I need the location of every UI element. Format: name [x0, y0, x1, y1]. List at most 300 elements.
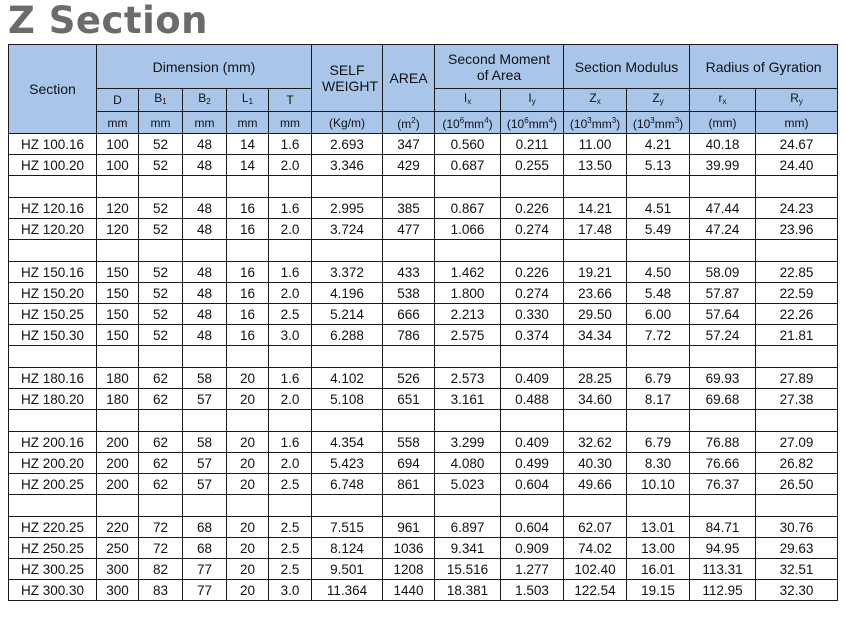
table-row [9, 580, 838, 601]
cell-B2: 48 [183, 325, 227, 346]
cell-empty [627, 495, 690, 517]
cell-B2: 48 [183, 262, 227, 283]
cell-empty [690, 240, 756, 262]
cell-Zx: 28.25 [564, 368, 627, 389]
cell-Ry: 24.23 [756, 198, 838, 219]
cell-Ix: 15.516 [435, 559, 501, 580]
cell-self-weight: 7.515 [312, 517, 383, 538]
unit-B2: mm [183, 112, 227, 134]
cell-empty [139, 176, 183, 198]
cell-Zx: 40.30 [564, 453, 627, 474]
z-section-table-container [8, 44, 837, 601]
cell-self-weight: 2.995 [312, 198, 383, 219]
cell-empty [9, 240, 97, 262]
cell-Ix: 2.573 [435, 368, 501, 389]
sym-Zy: $Z_y$ [627, 89, 690, 112]
cell-L1: 16 [227, 325, 269, 346]
cell-Iy: 0.409 [501, 432, 564, 453]
cell-Ix: 9.341 [435, 538, 501, 559]
table-row-spacer [9, 176, 838, 198]
cell-empty [435, 410, 501, 432]
cell-Zx: 14.21 [564, 198, 627, 219]
unit-self-weight: (Kg/m) [312, 112, 383, 134]
cell-Ix: 2.213 [435, 304, 501, 325]
cell-empty [97, 240, 139, 262]
cell-empty [227, 495, 269, 517]
cell-L1: 20 [227, 517, 269, 538]
cell-Iy: 0.330 [501, 304, 564, 325]
cell-empty [269, 240, 312, 262]
cell-section: HZ 250.25 [9, 538, 97, 559]
table-row-spacer [9, 346, 838, 368]
cell-Ry: 29.63 [756, 538, 838, 559]
cell-Zy: 13.00 [627, 538, 690, 559]
cell-empty [139, 346, 183, 368]
cell-rx: 40.18 [690, 134, 756, 155]
sym-B1: $B_1$ [139, 89, 183, 112]
cell-B1: 72 [139, 517, 183, 538]
header-section: Section [9, 45, 97, 134]
table-row [9, 474, 838, 495]
cell-T: 2.0 [269, 219, 312, 240]
cell-D: 250 [97, 538, 139, 559]
cell-empty [269, 410, 312, 432]
cell-empty [564, 346, 627, 368]
cell-L1: 16 [227, 283, 269, 304]
table-row [9, 389, 838, 410]
cell-Zx: 74.02 [564, 538, 627, 559]
cell-D: 300 [97, 559, 139, 580]
cell-Iy: 0.274 [501, 219, 564, 240]
cell-Zy: 5.49 [627, 219, 690, 240]
cell-empty [312, 346, 383, 368]
cell-Iy: 1.277 [501, 559, 564, 580]
sym-Ry: $R_y$ [756, 89, 838, 112]
cell-rx: 76.37 [690, 474, 756, 495]
sym-D: D [97, 89, 139, 112]
cell-rx: 47.24 [690, 219, 756, 240]
cell-empty [183, 495, 227, 517]
cell-D: 200 [97, 474, 139, 495]
cell-B2: 48 [183, 304, 227, 325]
cell-area: 694 [383, 453, 435, 474]
cell-B1: 52 [139, 283, 183, 304]
cell-Zy: 10.10 [627, 474, 690, 495]
cell-T: 2.5 [269, 538, 312, 559]
cell-section: HZ 200.25 [9, 474, 97, 495]
table-row [9, 453, 838, 474]
cell-D: 200 [97, 453, 139, 474]
cell-area: 1208 [383, 559, 435, 580]
cell-T: 2.5 [269, 517, 312, 538]
cell-rx: 58.09 [690, 262, 756, 283]
cell-rx: 113.31 [690, 559, 756, 580]
cell-section: HZ 150.16 [9, 262, 97, 283]
cell-Ry: 27.38 [756, 389, 838, 410]
cell-empty [269, 495, 312, 517]
page-title: Z Section [8, 0, 209, 42]
z-section-table [8, 44, 838, 601]
cell-self-weight: 8.124 [312, 538, 383, 559]
cell-rx: 57.64 [690, 304, 756, 325]
cell-section: HZ 200.16 [9, 432, 97, 453]
cell-D: 150 [97, 304, 139, 325]
cell-empty [312, 176, 383, 198]
cell-area: 666 [383, 304, 435, 325]
cell-Iy: 0.604 [501, 517, 564, 538]
cell-L1: 16 [227, 219, 269, 240]
unit-rx: (mm) [690, 112, 756, 134]
cell-B2: 68 [183, 538, 227, 559]
cell-area: 526 [383, 368, 435, 389]
cell-Zy: 13.01 [627, 517, 690, 538]
header-radius-gyration: Radius of Gyration [690, 45, 838, 89]
cell-section: HZ 120.20 [9, 219, 97, 240]
cell-self-weight: 11.364 [312, 580, 383, 601]
cell-empty [627, 240, 690, 262]
cell-self-weight: 5.423 [312, 453, 383, 474]
cell-Ix: 5.023 [435, 474, 501, 495]
cell-D: 200 [97, 432, 139, 453]
cell-empty [564, 410, 627, 432]
table-row [9, 368, 838, 389]
cell-area: 477 [383, 219, 435, 240]
cell-D: 150 [97, 325, 139, 346]
cell-section: HZ 300.25 [9, 559, 97, 580]
cell-empty [690, 410, 756, 432]
cell-self-weight: 9.501 [312, 559, 383, 580]
cell-L1: 14 [227, 155, 269, 176]
cell-empty [564, 176, 627, 198]
cell-empty [9, 176, 97, 198]
table-row [9, 432, 838, 453]
cell-L1: 20 [227, 432, 269, 453]
cell-Ry: 26.50 [756, 474, 838, 495]
cell-T: 3.0 [269, 325, 312, 346]
cell-empty [756, 346, 838, 368]
cell-Ry: 27.09 [756, 432, 838, 453]
cell-section: HZ 150.20 [9, 283, 97, 304]
table-body [9, 134, 838, 601]
cell-Zx: 102.40 [564, 559, 627, 580]
unit-area: $(m^2)$ [383, 112, 435, 134]
cell-empty [312, 410, 383, 432]
cell-Zx: 17.48 [564, 219, 627, 240]
cell-B1: 83 [139, 580, 183, 601]
cell-rx: 94.95 [690, 538, 756, 559]
cell-empty [756, 410, 838, 432]
unit-Zy: $(10^3mm^3)$ [627, 112, 690, 134]
cell-rx: 84.71 [690, 517, 756, 538]
cell-empty [383, 176, 435, 198]
cell-empty [183, 240, 227, 262]
table-row-spacer [9, 495, 838, 517]
cell-self-weight: 6.748 [312, 474, 383, 495]
cell-Zx: 34.60 [564, 389, 627, 410]
cell-B2: 48 [183, 283, 227, 304]
sym-Zx: $Z_x$ [564, 89, 627, 112]
cell-section: HZ 300.30 [9, 580, 97, 601]
cell-empty [435, 346, 501, 368]
cell-Iy: 0.211 [501, 134, 564, 155]
cell-Iy: 0.226 [501, 198, 564, 219]
cell-empty [383, 240, 435, 262]
cell-L1: 20 [227, 580, 269, 601]
cell-T: 2.5 [269, 304, 312, 325]
table-row [9, 517, 838, 538]
sym-Ix: $I_x$ [435, 89, 501, 112]
cell-Ry: 24.40 [756, 155, 838, 176]
cell-Ry: 24.67 [756, 134, 838, 155]
table-row [9, 198, 838, 219]
cell-D: 300 [97, 580, 139, 601]
cell-B2: 77 [183, 559, 227, 580]
cell-B1: 52 [139, 198, 183, 219]
cell-Ry: 21.81 [756, 325, 838, 346]
cell-empty [227, 176, 269, 198]
cell-L1: 20 [227, 368, 269, 389]
cell-empty [564, 240, 627, 262]
cell-B1: 52 [139, 325, 183, 346]
sym-T: T [269, 89, 312, 112]
cell-Ry: 32.51 [756, 559, 838, 580]
cell-section: HZ 150.30 [9, 325, 97, 346]
cell-Zx: 122.54 [564, 580, 627, 601]
header-self-weight: SELF WEIGHT [312, 45, 383, 112]
cell-D: 100 [97, 155, 139, 176]
cell-Zx: 32.62 [564, 432, 627, 453]
cell-T: 1.6 [269, 262, 312, 283]
cell-Ix: 18.381 [435, 580, 501, 601]
cell-D: 180 [97, 389, 139, 410]
cell-Zx: 34.34 [564, 325, 627, 346]
header-second-moment: Second Moment of Area [435, 45, 564, 89]
unit-Ry: mm) [756, 112, 838, 134]
cell-empty [139, 240, 183, 262]
cell-B2: 68 [183, 517, 227, 538]
cell-empty [501, 240, 564, 262]
cell-area: 1036 [383, 538, 435, 559]
cell-Zy: 19.15 [627, 580, 690, 601]
cell-self-weight: 4.354 [312, 432, 383, 453]
cell-B1: 62 [139, 474, 183, 495]
cell-B2: 58 [183, 368, 227, 389]
cell-self-weight: 6.288 [312, 325, 383, 346]
cell-area: 1440 [383, 580, 435, 601]
cell-empty [435, 176, 501, 198]
cell-D: 150 [97, 262, 139, 283]
cell-Ix: 4.080 [435, 453, 501, 474]
cell-D: 220 [97, 517, 139, 538]
header-dimension: Dimension (mm) [97, 45, 312, 89]
cell-B1: 52 [139, 219, 183, 240]
cell-T: 2.0 [269, 389, 312, 410]
cell-B2: 57 [183, 389, 227, 410]
cell-Ry: 22.85 [756, 262, 838, 283]
cell-section: HZ 180.20 [9, 389, 97, 410]
table-row [9, 538, 838, 559]
cell-rx: 112.95 [690, 580, 756, 601]
cell-rx: 39.99 [690, 155, 756, 176]
cell-B1: 62 [139, 389, 183, 410]
cell-B1: 62 [139, 368, 183, 389]
cell-area: 558 [383, 432, 435, 453]
table-row-spacer [9, 410, 838, 432]
cell-empty [183, 346, 227, 368]
header-section-modulus: Section Modulus [564, 45, 690, 89]
cell-Zy: 4.50 [627, 262, 690, 283]
table-row [9, 325, 838, 346]
cell-Iy: 0.374 [501, 325, 564, 346]
cell-empty [756, 240, 838, 262]
cell-area: 786 [383, 325, 435, 346]
cell-T: 2.0 [269, 155, 312, 176]
cell-area: 429 [383, 155, 435, 176]
cell-Ix: 2.575 [435, 325, 501, 346]
cell-Zx: 29.50 [564, 304, 627, 325]
cell-Iy: 0.274 [501, 283, 564, 304]
cell-area: 861 [383, 474, 435, 495]
cell-B1: 62 [139, 453, 183, 474]
cell-T: 2.5 [269, 474, 312, 495]
cell-Ry: 32.30 [756, 580, 838, 601]
cell-Zy: 8.30 [627, 453, 690, 474]
cell-Zy: 4.51 [627, 198, 690, 219]
cell-empty [435, 495, 501, 517]
cell-T: 1.6 [269, 368, 312, 389]
cell-empty [383, 495, 435, 517]
sym-Iy: $I_y$ [501, 89, 564, 112]
cell-Iy: 0.909 [501, 538, 564, 559]
cell-D: 180 [97, 368, 139, 389]
cell-empty [756, 495, 838, 517]
cell-Zy: 16.01 [627, 559, 690, 580]
table-row [9, 304, 838, 325]
cell-empty [690, 495, 756, 517]
cell-empty [501, 176, 564, 198]
sym-B2: $B_2$ [183, 89, 227, 112]
cell-area: 651 [383, 389, 435, 410]
cell-Ix: 0.867 [435, 198, 501, 219]
cell-Iy: 1.503 [501, 580, 564, 601]
cell-empty [501, 346, 564, 368]
cell-Zy: 6.00 [627, 304, 690, 325]
cell-rx: 57.24 [690, 325, 756, 346]
cell-Zy: 7.72 [627, 325, 690, 346]
cell-L1: 20 [227, 474, 269, 495]
cell-B1: 52 [139, 155, 183, 176]
cell-section: HZ 150.25 [9, 304, 97, 325]
cell-empty [9, 410, 97, 432]
cell-self-weight: 5.214 [312, 304, 383, 325]
table-row [9, 155, 838, 176]
cell-empty [9, 495, 97, 517]
cell-empty [97, 410, 139, 432]
table-row [9, 262, 838, 283]
cell-L1: 14 [227, 134, 269, 155]
cell-T: 3.0 [269, 580, 312, 601]
cell-section: HZ 100.20 [9, 155, 97, 176]
cell-empty [501, 410, 564, 432]
cell-Zx: 49.66 [564, 474, 627, 495]
cell-empty [383, 410, 435, 432]
cell-B2: 58 [183, 432, 227, 453]
cell-section: HZ 220.25 [9, 517, 97, 538]
cell-empty [269, 176, 312, 198]
cell-T: 2.5 [269, 559, 312, 580]
cell-Zx: 11.00 [564, 134, 627, 155]
cell-empty [627, 346, 690, 368]
cell-rx: 69.68 [690, 389, 756, 410]
cell-Ry: 30.76 [756, 517, 838, 538]
cell-rx: 76.88 [690, 432, 756, 453]
unit-T: mm [269, 112, 312, 134]
cell-Zx: 13.50 [564, 155, 627, 176]
cell-B1: 62 [139, 432, 183, 453]
cell-Ix: 1.462 [435, 262, 501, 283]
header-area: AREA [383, 45, 435, 112]
cell-empty [312, 495, 383, 517]
cell-Ry: 26.82 [756, 453, 838, 474]
cell-rx: 69.93 [690, 368, 756, 389]
cell-L1: 16 [227, 262, 269, 283]
unit-L1: mm [227, 112, 269, 134]
cell-area: 347 [383, 134, 435, 155]
table-row [9, 219, 838, 240]
cell-Zy: 4.21 [627, 134, 690, 155]
cell-self-weight: 5.108 [312, 389, 383, 410]
cell-T: 2.0 [269, 283, 312, 304]
cell-B2: 48 [183, 155, 227, 176]
cell-empty [227, 410, 269, 432]
sym-rx: $r_x$ [690, 89, 756, 112]
cell-B2: 57 [183, 453, 227, 474]
cell-Ry: 22.26 [756, 304, 838, 325]
cell-self-weight: 4.196 [312, 283, 383, 304]
cell-Ix: 1.800 [435, 283, 501, 304]
cell-B1: 52 [139, 134, 183, 155]
cell-T: 2.0 [269, 453, 312, 474]
cell-Zy: 8.17 [627, 389, 690, 410]
cell-empty [564, 495, 627, 517]
cell-area: 961 [383, 517, 435, 538]
cell-empty [627, 176, 690, 198]
cell-Ix: 1.066 [435, 219, 501, 240]
cell-Ry: 22.59 [756, 283, 838, 304]
cell-B2: 48 [183, 134, 227, 155]
cell-Ix: 3.299 [435, 432, 501, 453]
unit-Ix: $(10^6mm^4)$ [435, 112, 501, 134]
cell-Zx: 62.07 [564, 517, 627, 538]
cell-B1: 72 [139, 538, 183, 559]
cell-Iy: 0.226 [501, 262, 564, 283]
cell-empty [9, 346, 97, 368]
table-row-spacer [9, 240, 838, 262]
cell-L1: 20 [227, 389, 269, 410]
cell-Iy: 0.409 [501, 368, 564, 389]
cell-B1: 52 [139, 262, 183, 283]
cell-section: HZ 120.16 [9, 198, 97, 219]
cell-self-weight: 4.102 [312, 368, 383, 389]
cell-section: HZ 100.16 [9, 134, 97, 155]
table-header [9, 45, 838, 134]
unit-Zx: $(10^3mm^3)$ [564, 112, 627, 134]
cell-Ix: 6.897 [435, 517, 501, 538]
cell-B2: 57 [183, 474, 227, 495]
cell-empty [97, 346, 139, 368]
cell-Zy: 6.79 [627, 432, 690, 453]
cell-Zx: 19.21 [564, 262, 627, 283]
